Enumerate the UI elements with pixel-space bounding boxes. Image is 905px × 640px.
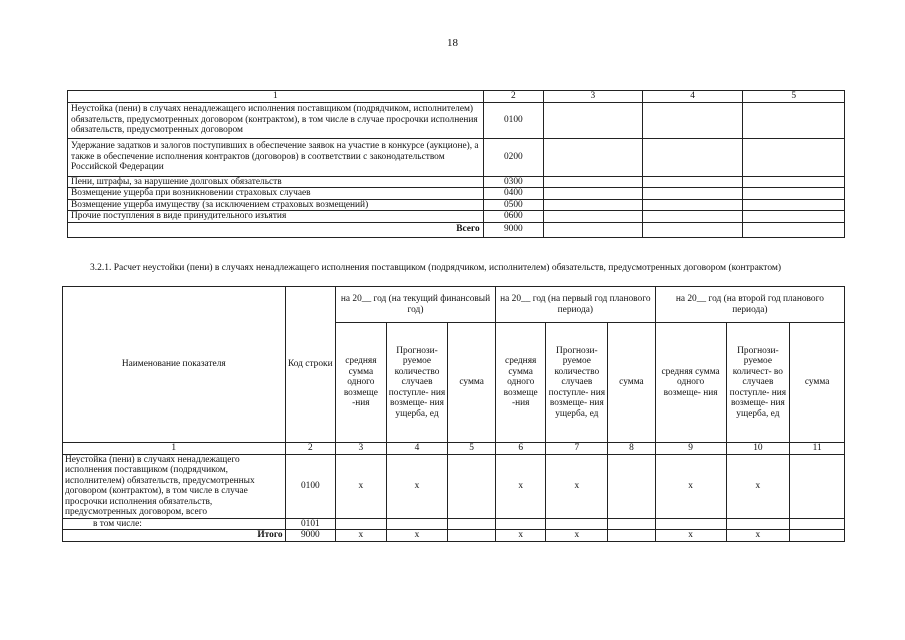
value-cell	[743, 102, 845, 138]
column-number: 11	[790, 443, 845, 455]
section-note: 3.2.1. Расчет неустойки (пени) в случаях ненадлежащего исполнения поставщиком (подрядчиком, исполнителем) обязательств, предусмотренных договором (контрактом)	[90, 263, 782, 273]
x-mark: x	[336, 530, 387, 542]
group-second-plan-year: на 20__ год (на второй год планового периода)	[655, 287, 844, 323]
value-cell	[790, 530, 845, 542]
value-cell	[546, 518, 608, 530]
total-code: 9000	[285, 530, 336, 542]
value-cell	[495, 518, 546, 530]
table-row	[68, 211, 845, 223]
value-cell	[608, 530, 656, 542]
group-first-plan-year: на 20__ год (на первый год планового периода)	[495, 287, 655, 323]
value-cell	[642, 222, 743, 237]
table-row	[68, 188, 845, 200]
row-code: 0400	[483, 188, 543, 200]
value-cell	[543, 138, 642, 176]
row-name: Удержание задатков и залогов поступивших в обеспечение заявок на участие в конкурсе (аукционе), а также в обеспечение исполнения контрактов (договоров) в соответствии с законодательством Российской Федерации	[68, 138, 484, 176]
header-cell: 3	[543, 91, 642, 103]
value-cell	[790, 454, 845, 518]
table-row	[63, 518, 845, 530]
column-number: 10	[726, 443, 790, 455]
total-row	[63, 530, 845, 542]
value-cell	[608, 454, 656, 518]
total-label: Всего	[68, 222, 484, 237]
group-header-row	[63, 287, 845, 323]
value-cell	[448, 454, 496, 518]
value-cell	[543, 176, 642, 188]
column-number: 2	[285, 443, 336, 455]
value-cell	[543, 102, 642, 138]
table-row	[63, 454, 845, 518]
value-cell	[743, 188, 845, 200]
value-cell	[642, 102, 743, 138]
x-mark: x	[386, 530, 448, 542]
x-mark: x	[386, 454, 448, 518]
row-code: 0200	[483, 138, 543, 176]
value-cell	[608, 518, 656, 530]
value-cell	[642, 138, 743, 176]
value-cell	[743, 138, 845, 176]
row-name: Неустойка (пени) в случаях ненадлежащего исполнения поставщиком (подрядчиком, исполнителем) обязательств, предусмотренных договором (контрактом), в том числе в случае просрочки исполнения обязательств, предусмотренных договором	[68, 102, 484, 138]
value-cell	[543, 211, 642, 223]
column-number: 9	[655, 443, 726, 455]
column-number: 6	[495, 443, 546, 455]
value-cell	[543, 199, 642, 211]
header-cell: 1	[68, 91, 484, 103]
table-header-row	[68, 91, 845, 103]
table-row	[68, 102, 845, 138]
x-mark: x	[726, 454, 790, 518]
row-code: 0600	[483, 211, 543, 223]
column-number: 1	[63, 443, 286, 455]
code-header: Код строки	[285, 287, 336, 443]
column-number: 4	[386, 443, 448, 455]
sub-header-sum: сумма	[448, 323, 496, 443]
header-cell: 4	[642, 91, 743, 103]
value-cell	[642, 188, 743, 200]
column-number: 5	[448, 443, 496, 455]
row-name: Возмещение ущерба при возникновении страховых случаев	[68, 188, 484, 200]
row-name: в том числе:	[63, 518, 286, 530]
value-cell	[743, 199, 845, 211]
value-cell	[543, 222, 642, 237]
x-mark: x	[495, 530, 546, 542]
group-current-year: на 20__ год (на текущий финансовый год)	[336, 287, 496, 323]
table-row	[68, 176, 845, 188]
value-cell	[642, 199, 743, 211]
sub-header-average: средняя сумма одного возмеще- ния	[655, 323, 726, 443]
name-header: Наименование показателя	[63, 287, 286, 443]
header-cell: 2	[483, 91, 543, 103]
x-mark: x	[546, 530, 608, 542]
total-row	[68, 222, 845, 237]
sub-header-sum: сумма	[608, 323, 656, 443]
value-cell	[726, 518, 790, 530]
value-cell	[336, 518, 387, 530]
row-name: Пени, штрафы, за нарушение долговых обязательств	[68, 176, 484, 188]
value-cell	[448, 530, 496, 542]
sub-header-sum: сумма	[790, 323, 845, 443]
sub-header-forecast: Прогнози- руемое количест- во случаев поступле- ния возмеще- ния ущерба, ед	[726, 323, 790, 443]
row-code: 0500	[483, 199, 543, 211]
value-cell	[543, 188, 642, 200]
column-number: 3	[336, 443, 387, 455]
row-name: Возмещение ущерба имуществу (за исключением страховых возмещений)	[68, 199, 484, 211]
x-mark: x	[655, 454, 726, 518]
row-name: Неустойка (пени) в случаях ненадлежащего исполнения поставщиком (подрядчиком, исполнителем) обязательств, предусмотренных договором (контрактом), в том числе в случае просрочки исполнения обязательств, предусмотренных договором, всего	[63, 454, 286, 518]
x-mark: x	[655, 530, 726, 542]
column-number-row	[63, 443, 845, 455]
x-mark: x	[336, 454, 387, 518]
column-number: 7	[546, 443, 608, 455]
sub-header-average: средняя сумма одного возмеще -ния	[495, 323, 546, 443]
column-number: 8	[608, 443, 656, 455]
x-mark: x	[546, 454, 608, 518]
table-row	[68, 138, 845, 176]
x-mark: x	[726, 530, 790, 542]
value-cell	[743, 222, 845, 237]
x-mark: x	[495, 454, 546, 518]
row-code: 0100	[285, 454, 336, 518]
value-cell	[642, 211, 743, 223]
row-code: 0300	[483, 176, 543, 188]
page-number: 18	[447, 37, 458, 49]
value-cell	[386, 518, 448, 530]
sub-header-forecast: Прогнози- руемое количество случаев поступле- ния возмеще- ния ущерба, ед	[546, 323, 608, 443]
value-cell	[642, 176, 743, 188]
value-cell	[448, 518, 496, 530]
row-code: 0101	[285, 518, 336, 530]
revenue-table	[67, 90, 845, 238]
sub-header-forecast: Прогнози- руемое количество случаев поступле- ния возмеще- ния ущерба, ед	[386, 323, 448, 443]
total-label: Итого	[63, 530, 286, 542]
row-name: Прочие поступления в виде принудительного изъятия	[68, 211, 484, 223]
value-cell	[655, 518, 726, 530]
value-cell	[743, 211, 845, 223]
sub-header-average: средняя сумма одного возмеще -ния	[336, 323, 387, 443]
total-code: 9000	[483, 222, 543, 237]
penalty-calculation-table	[62, 286, 845, 542]
value-cell	[790, 518, 845, 530]
value-cell	[743, 176, 845, 188]
table-row	[68, 199, 845, 211]
header-cell: 5	[743, 91, 845, 103]
row-code: 0100	[483, 102, 543, 138]
